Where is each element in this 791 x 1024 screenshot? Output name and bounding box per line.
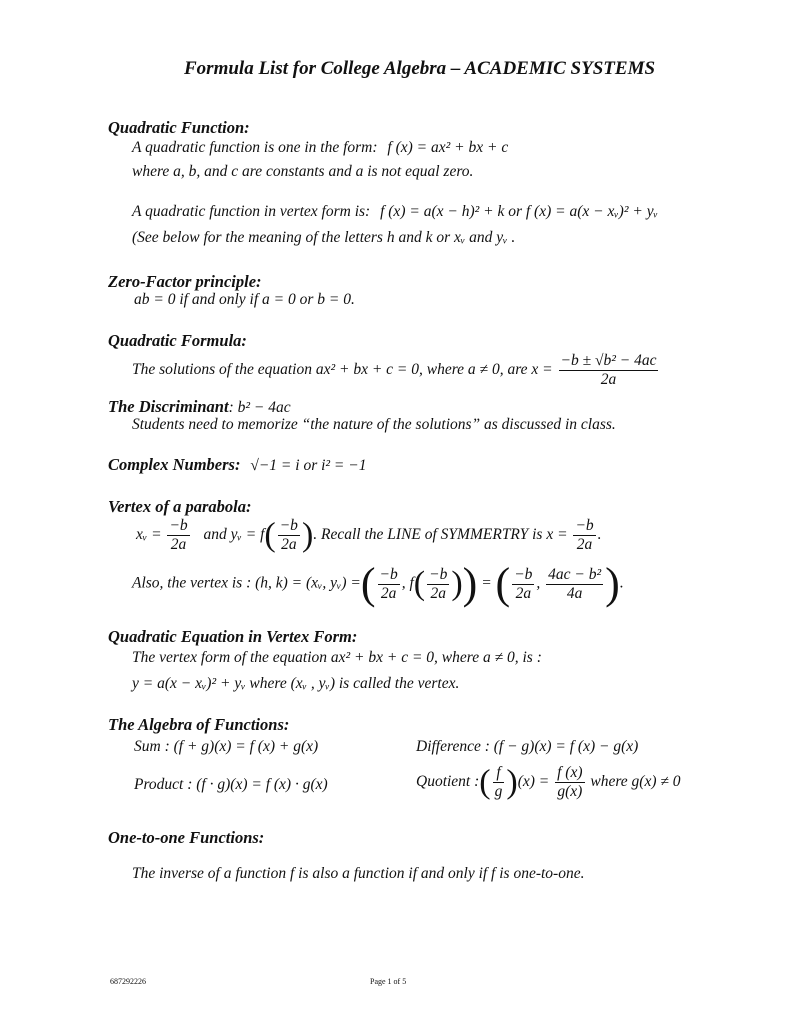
paren-open: (: [264, 516, 276, 554]
quadratic-formula-numerator: −b ± √b² − 4ac: [560, 352, 657, 369]
vertex-form-heading: Quadratic Equation in Vertex Form:: [108, 627, 358, 646]
algebra-sum: Sum : (f + g)(x) = f (x) + g(x): [134, 738, 319, 755]
vertex-fraction-4: [378, 566, 400, 603]
complex-heading: Complex Numbers:: [108, 455, 241, 474]
quotient-fx-fraction: [555, 764, 584, 801]
footer-page-number: Page 1 of 5: [370, 977, 407, 986]
complex-line: [108, 455, 366, 475]
vertex-fraction-1-num: −b: [169, 517, 188, 534]
quotient-g: g: [494, 783, 503, 800]
vertex-fraction-2: [278, 517, 300, 554]
quadratic-line4b: h and k or xᵥ and yᵥ .: [386, 229, 516, 246]
vertex-also: Also, the vertex is : (h, k) = (xᵥ, yᵥ) =: [132, 574, 361, 592]
vertex-and-yv: and yᵥ = f: [203, 526, 265, 544]
paren-close: ): [301, 516, 314, 554]
quadratic-formula-denominator: 2a: [559, 370, 659, 389]
discriminant-heading: The Discriminant: [108, 397, 229, 416]
quadratic-line1: [132, 139, 508, 157]
vertex-fraction-7: [546, 566, 603, 603]
vertex-form-line2: y = a(x − xᵥ)² + yᵥ where (xᵥ , yᵥ) is called the vertex.: [132, 675, 460, 692]
vertex-fraction-2-den: 2a: [278, 535, 300, 554]
quadratic-formula-fraction: [559, 352, 659, 389]
quadratic-line2: where a, b, and c are constants and a is not equal zero.: [132, 163, 474, 180]
paren-open-big: (: [360, 559, 376, 608]
vertex-fraction-6: [512, 566, 534, 603]
vertex-line1: xᵥ = $\frac{-b}{2a}$ and yᵥ = f( $\frac{-b}{2a}$ ). Recall the LINE of SYMMERTRY is x = $\frac{-b}{2a}$ .: [136, 516, 602, 554]
vertex-line2: Also, the vertex is : (h, k) = (xᵥ, yᵥ) =( $\frac{-b}{2a}$ , f( $\frac{-b}{2a}$ )) = ( $\frac{-b}{2a}$ , $\frac{\text{4ac − b²}}{4a}$ ).: [132, 559, 624, 608]
quadratic-formula1: f (x) = ax² + bx + c: [387, 139, 509, 156]
paren-open-2: (: [413, 565, 426, 602]
vertex-fraction-5-den: 2a: [427, 584, 449, 603]
quotient-label: Quotient :: [416, 773, 480, 791]
quadratic-formula-line: [132, 352, 660, 389]
complex-formula: √−1 = i or i² = −1: [250, 457, 367, 474]
vertex-fraction-3: [573, 517, 595, 554]
quotient-mid: (x) =: [517, 773, 550, 791]
vertex-fraction-2-num: −b: [279, 517, 298, 534]
quadratic-heading: Quadratic Function:: [108, 118, 250, 137]
algebra-quotient: [416, 764, 681, 801]
vertex-fraction-1: [167, 517, 189, 554]
page-title: Formula List for College Algebra – ACADEMIC SYSTEMS: [184, 58, 656, 79]
vertex-fraction-7-num: 4ac − b²: [548, 565, 602, 583]
vertex-recall: . Recall the LINE of SYMMERTRY is x =: [313, 526, 568, 544]
footer-doc-id: 687292226: [110, 977, 146, 986]
zero-factor-line: ab = 0 if and only if a = 0 or b = 0.: [134, 291, 355, 308]
quadratic-formula-heading: Quadratic Formula:: [108, 331, 247, 350]
quadratic-line3-text: A quadratic function in vertex form is:: [132, 203, 371, 220]
vertex-heading: Vertex of a parabola:: [108, 497, 252, 516]
vertex-fraction-5-num: −b: [429, 565, 448, 583]
paren-close-big-2: ): [605, 559, 620, 608]
quadratic-line4: [132, 229, 515, 247]
quadratic-line4a: (See below for the meaning of the letters: [132, 229, 383, 246]
quotient-paren-close: ): [506, 763, 518, 801]
vertex-fraction-4-num: −b: [379, 565, 398, 583]
quadratic-formula2: f (x) = a(x − h)² + k or f (x) = a(x − xᵥ)² + yᵥ: [380, 203, 658, 220]
quotient-gx: g(x): [555, 782, 584, 801]
vertex-fraction-3-num: −b: [575, 517, 594, 534]
quadratic-formula-text: The solutions of the equation ax² + bx + c = 0, where a ≠ 0, are x =: [132, 361, 553, 379]
paren-close-big: ): [462, 559, 478, 608]
paren-open-big-2: (: [495, 559, 511, 608]
paren-close-2: ): [451, 565, 463, 602]
quotient-fg-fraction: [493, 764, 505, 801]
quotient-fx: f (x): [557, 764, 583, 781]
algebra-difference: Difference : (f − g)(x) = f (x) − g(x): [416, 738, 639, 755]
vertex-fraction-6-num: −b: [514, 565, 533, 583]
algebra-functions-heading: The Algebra of Functions:: [108, 715, 290, 734]
one-to-one-line: The inverse of a function f is also a function if and only if f is one-to-one.: [132, 865, 585, 882]
discriminant-note: Students need to memorize “the nature of the solutions” as discussed in class.: [132, 416, 616, 433]
vertex-xv: xᵥ =: [136, 526, 162, 544]
algebra-product: Product : (f · g)(x) = f (x) · g(x): [134, 776, 328, 793]
discriminant-formula: : b² − 4ac: [228, 399, 291, 416]
quadratic-line1-text: A quadratic function is one in the form:: [132, 139, 378, 156]
vertex-fraction-4-den: 2a: [378, 584, 400, 603]
vertex-fraction-5: [427, 566, 449, 603]
quotient-where: where g(x) ≠ 0: [590, 773, 681, 791]
quotient-f: f: [496, 764, 501, 781]
vertex-fraction-6-den: 2a: [512, 584, 534, 603]
vertex-fraction-3-den: 2a: [573, 535, 595, 554]
zero-factor-heading: Zero-Factor principle:: [108, 272, 262, 291]
vertex-fraction-7-den: 4a: [546, 584, 603, 603]
quadratic-line3: [132, 203, 658, 221]
one-to-one-heading: One-to-one Functions:: [108, 828, 265, 847]
vertex-fraction-1-den: 2a: [167, 535, 189, 554]
discriminant-line: [108, 397, 291, 417]
quotient-paren-open: (: [479, 763, 491, 801]
vertex-form-line1: The vertex form of the equation ax² + bx + c = 0, where a ≠ 0, is :: [132, 649, 542, 666]
